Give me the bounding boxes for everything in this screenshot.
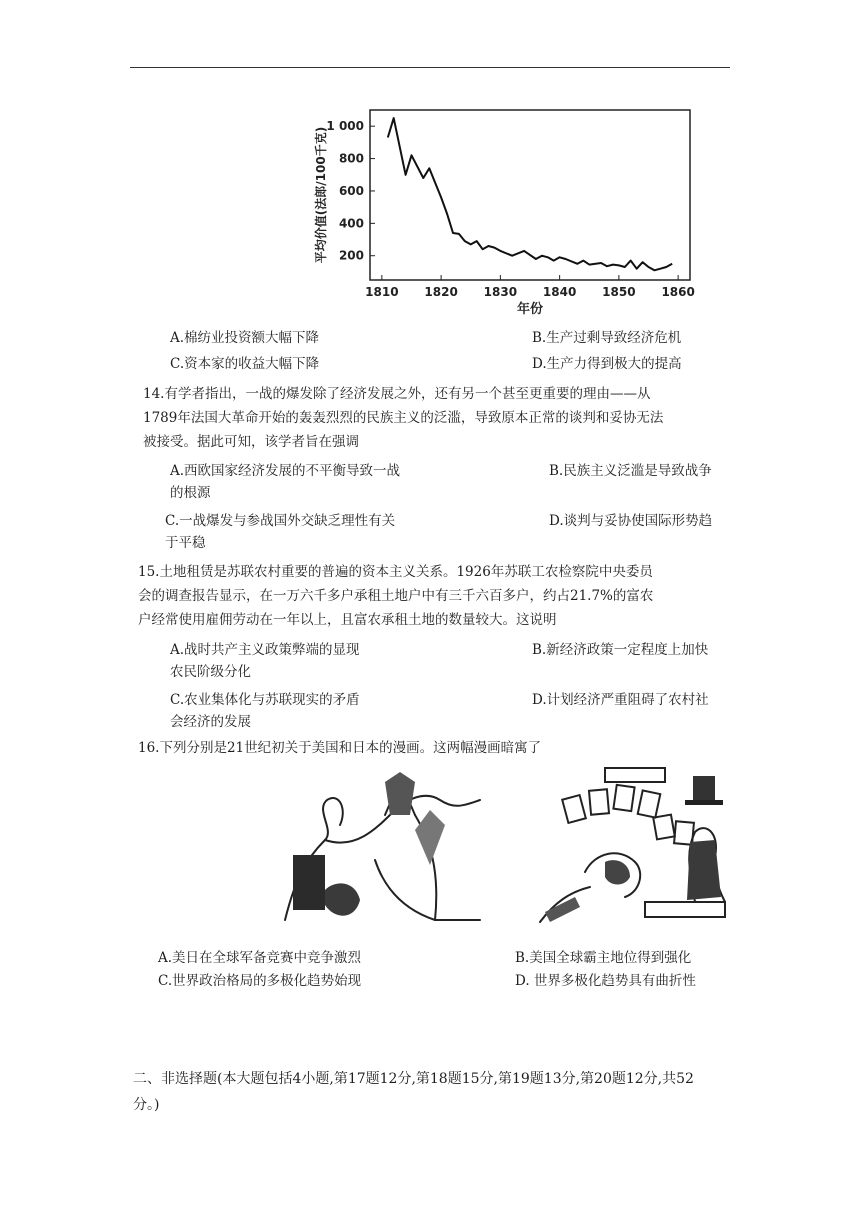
- y-axis-label: 平均价值(法郎/100千克): [314, 126, 328, 264]
- q14-option-b: B.民族主义泛滥是导致战争: [549, 463, 712, 479]
- cartoon-usa-japan-right: [535, 762, 735, 932]
- q15-option-c: C.农业集体化与苏联现实的矛盾: [170, 692, 360, 708]
- price-line-chart: [305, 100, 705, 325]
- y-tick-label: 400: [338, 216, 364, 231]
- q14-option-b-cont: 的根源: [170, 485, 211, 501]
- x-tick-label: 1810: [365, 285, 399, 299]
- q14-option-c: C.一战爆发与参战国外交缺乏理性有关: [165, 513, 396, 529]
- q13-option-c: C.资本家的收益大幅下降: [170, 356, 320, 372]
- q14-stem-line1: 14.有学者指出，一战的爆发除了经济发展之外，还有另一个甚至更重要的理由——从: [143, 386, 651, 402]
- q14-option-d-cont: 于平稳: [165, 535, 206, 551]
- q13-option-b: B.生产过剩导致经济危机: [532, 330, 682, 346]
- q15-stem-line3: 户经常使用雇佣劳动在一年以上，且富农承租土地的数量较大。这说明: [138, 612, 557, 628]
- q16-option-a: A.美日在全球军备竞赛中竞争激烈: [158, 950, 362, 966]
- q16-stem: 16.下列分别是21世纪初关于美国和日本的漫画。这两幅漫画暗寓了: [138, 740, 542, 756]
- y-tick-label: 200: [338, 248, 364, 263]
- q15-option-b: B.新经济政策一定程度上加快: [532, 642, 709, 658]
- q15-option-d-cont: 会经济的发展: [170, 714, 251, 730]
- x-tick-label: 1860: [661, 285, 695, 299]
- y-tick-label: 1 000: [326, 119, 364, 134]
- x-tick-label: 1820: [424, 285, 458, 299]
- section2-heading-line1: 二、非选择题(本大题包括4小题,第17题12分,第18题15分,第19题13分,第20题12分,共52: [133, 1071, 694, 1087]
- q15-option-b-cont: 农民阶级分化: [170, 664, 251, 680]
- y-tick-label: 800: [338, 151, 364, 166]
- q13-option-a: A.棉纺业投资额大幅下降: [170, 330, 320, 346]
- header-rule: [130, 67, 730, 68]
- q14-option-d: D.谈判与妥协使国际形势趋: [549, 513, 713, 529]
- x-tick-label: 1830: [483, 285, 518, 299]
- x-axis-label: 年份: [516, 302, 544, 317]
- q16-option-b: B.美国全球霸主地位得到强化: [515, 950, 692, 966]
- q16-option-d: D. 世界多极化趋势具有曲折性: [515, 973, 696, 989]
- q14-stem-line3: 被接受。据此可知，该学者旨在强调: [143, 434, 359, 450]
- cartoon-usa-japan-left: [265, 770, 490, 935]
- x-tick-label: 1840: [542, 285, 577, 299]
- q15-stem-line1: 15.土地租赁是苏联农村重要的普遍的资本主义关系。1926年苏联工农检察院中央委员: [138, 564, 653, 580]
- x-tick-label: 1850: [602, 285, 636, 299]
- q14-stem-line2: 1789年法国大革命开始的轰轰烈烈的民族主义的泛滥，导致原本正常的谈判和妥协无法: [143, 410, 664, 426]
- q15-option-a: A.战时共产主义政策弊端的显现: [170, 642, 360, 658]
- section2-heading-line2: 分。): [133, 1097, 160, 1113]
- q16-option-c: C.世界政治格局的多极化趋势始现: [158, 973, 362, 989]
- q14-option-a: A.西欧国家经济发展的不平衡导致一战: [170, 463, 401, 479]
- series-line-0: [388, 118, 672, 270]
- q13-option-d: D.生产力得到极大的提高: [532, 356, 682, 372]
- q15-stem-line2: 会的调查报告显示，在一万六千多户承租土地户中有三千六百多户，约占21.7%的富农: [138, 588, 654, 604]
- q15-option-d: D.计划经济严重阻碍了农村社: [532, 692, 709, 708]
- y-tick-label: 600: [338, 183, 364, 198]
